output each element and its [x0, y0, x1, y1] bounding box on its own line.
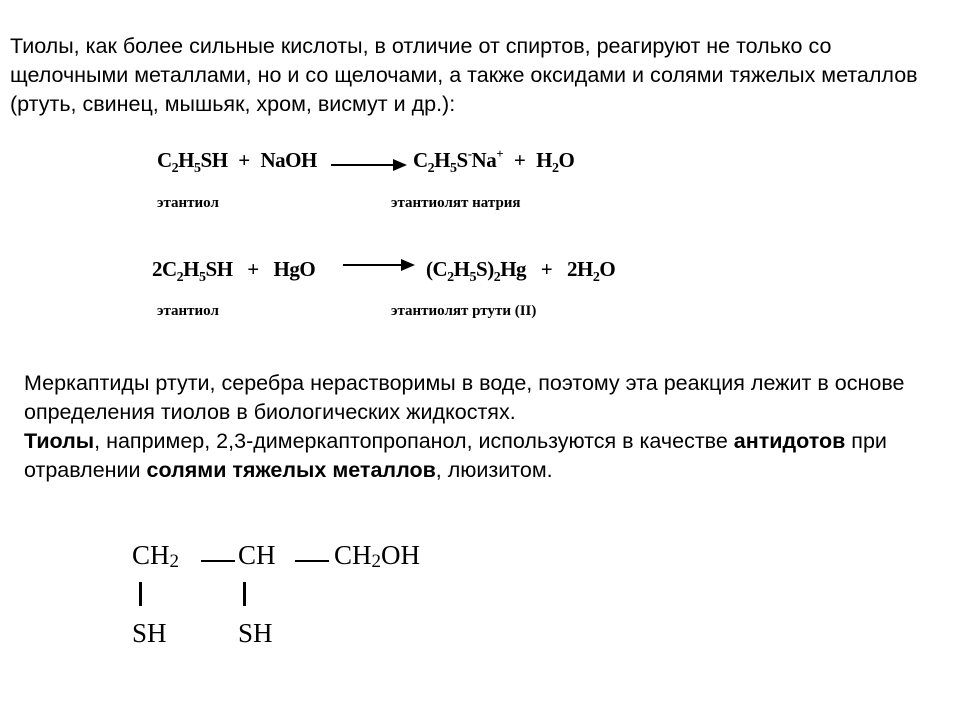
r2-water-sub: 2 — [592, 270, 600, 285]
r1-product-c: C — [413, 148, 428, 172]
poisoning-text: при отравлении — [24, 429, 887, 482]
r2-coefficient: 2 — [152, 257, 162, 281]
bond-2-3 — [295, 560, 329, 562]
r1-product-na: Na — [471, 148, 497, 172]
mercaptides-line: Меркаптиды ртути, серебра нерастворимы в воде, поэтому эта реакция лежит в основе определения тиолов в биологических жидкостях. — [24, 371, 905, 424]
r2-reactant-c-sub: 2 — [176, 270, 184, 285]
r1-reactant-c-sub: 2 — [171, 161, 179, 176]
r2-reagent: HgO — [273, 257, 316, 281]
r2-product-close: S) — [476, 257, 494, 281]
reaction-1-label-right: этантиолят натрия — [391, 195, 521, 211]
r2-reactant-c: C — [162, 257, 177, 281]
r1-reagent: NaOH — [260, 148, 317, 172]
r1-water-sub: 2 — [551, 161, 559, 176]
bond-1-2 — [201, 560, 235, 562]
thiols-bold: Тиолы — [24, 429, 95, 453]
mercaptides-paragraph — [24, 369, 944, 485]
reaction-2-label-left: этантиол — [157, 303, 219, 319]
r2-product-h-sub: 5 — [469, 270, 477, 285]
r1-reactant-h-sub: 5 — [194, 161, 201, 176]
reaction-2-equation — [152, 257, 316, 285]
structure-group-1 — [132, 540, 179, 571]
r1-water-h: H — [536, 148, 552, 172]
r2-reactant-h-sub: 5 — [199, 270, 206, 285]
r1-product-h-sub: 5 — [450, 161, 457, 176]
structure-sh-1: SH — [132, 618, 167, 648]
r1-product-minus: - — [467, 146, 472, 161]
r2-product-h: H — [453, 257, 470, 281]
structure-group-3 — [334, 540, 420, 571]
r1-reactant-c: C — [157, 148, 172, 172]
heavy-metals-bold: солями тяжелых металлов — [146, 458, 436, 482]
structure-g3-oh: OH — [381, 540, 421, 570]
thiols-text: , например, 2,3-димеркаптопропанол, используются в качестве — [94, 429, 728, 453]
r1-product-h: H — [434, 148, 451, 172]
r1-product-c-sub: 2 — [427, 161, 435, 176]
r2-product-c-sub: 2 — [447, 270, 454, 285]
intro-text: Тиолы, как более сильные кислоты, в отличие от спиртов, реагируют не только со щелочными металлами, но и со щелочами, а также оксидами и солями тяжелых металлов (ртуть, свинец, мышьяк, хром, висмут и др.): — [10, 34, 918, 116]
r1-product-plus-charge: + — [496, 146, 504, 161]
r2-water-o: O — [599, 257, 616, 281]
r2-plus-1: + — [247, 257, 259, 281]
r2-reactant-h: H — [183, 257, 200, 281]
structure-g1-ch: CH — [132, 540, 170, 570]
antidotes-bold: антидотов — [733, 429, 846, 453]
r2-reactant-sh: SH — [205, 257, 233, 281]
reaction-1-label-left: этантиол — [157, 195, 219, 211]
r1-reactant-h: H — [178, 148, 195, 172]
lewisite-text: , люизитом. — [435, 458, 553, 482]
r1-plus-1: + — [238, 148, 250, 172]
structure-g3-sub: 2 — [371, 551, 382, 572]
r2-water-coef: 2H — [567, 257, 593, 281]
intro-paragraph — [10, 32, 955, 119]
r1-plus-2: + — [513, 148, 526, 172]
reaction-2-products — [426, 257, 616, 285]
reaction-2-label-right: этантиолят ртути (II) — [391, 303, 537, 319]
reaction-2-arrow — [343, 258, 415, 272]
r2-product-sub2: 2 — [493, 270, 501, 285]
r1-reactant-sh: SH — [200, 148, 228, 172]
reaction-1-equation — [157, 148, 317, 176]
vertical-bond-1 — [139, 582, 142, 606]
structure-sh-2: SH — [238, 618, 273, 648]
r1-water-o: O — [558, 148, 575, 172]
r2-plus-2: + — [540, 257, 553, 281]
structure-group-2: CH — [238, 540, 276, 570]
r1-product-s: S — [456, 148, 468, 172]
structure-g1-sub: 2 — [169, 551, 180, 572]
r2-product-hg: Hg — [500, 257, 527, 281]
reaction-1-products — [413, 146, 575, 176]
reaction-1-arrow — [331, 158, 407, 172]
structure-g3-ch: CH — [334, 540, 372, 570]
vertical-bond-2 — [243, 582, 246, 606]
r2-product-open: (C — [426, 257, 448, 281]
